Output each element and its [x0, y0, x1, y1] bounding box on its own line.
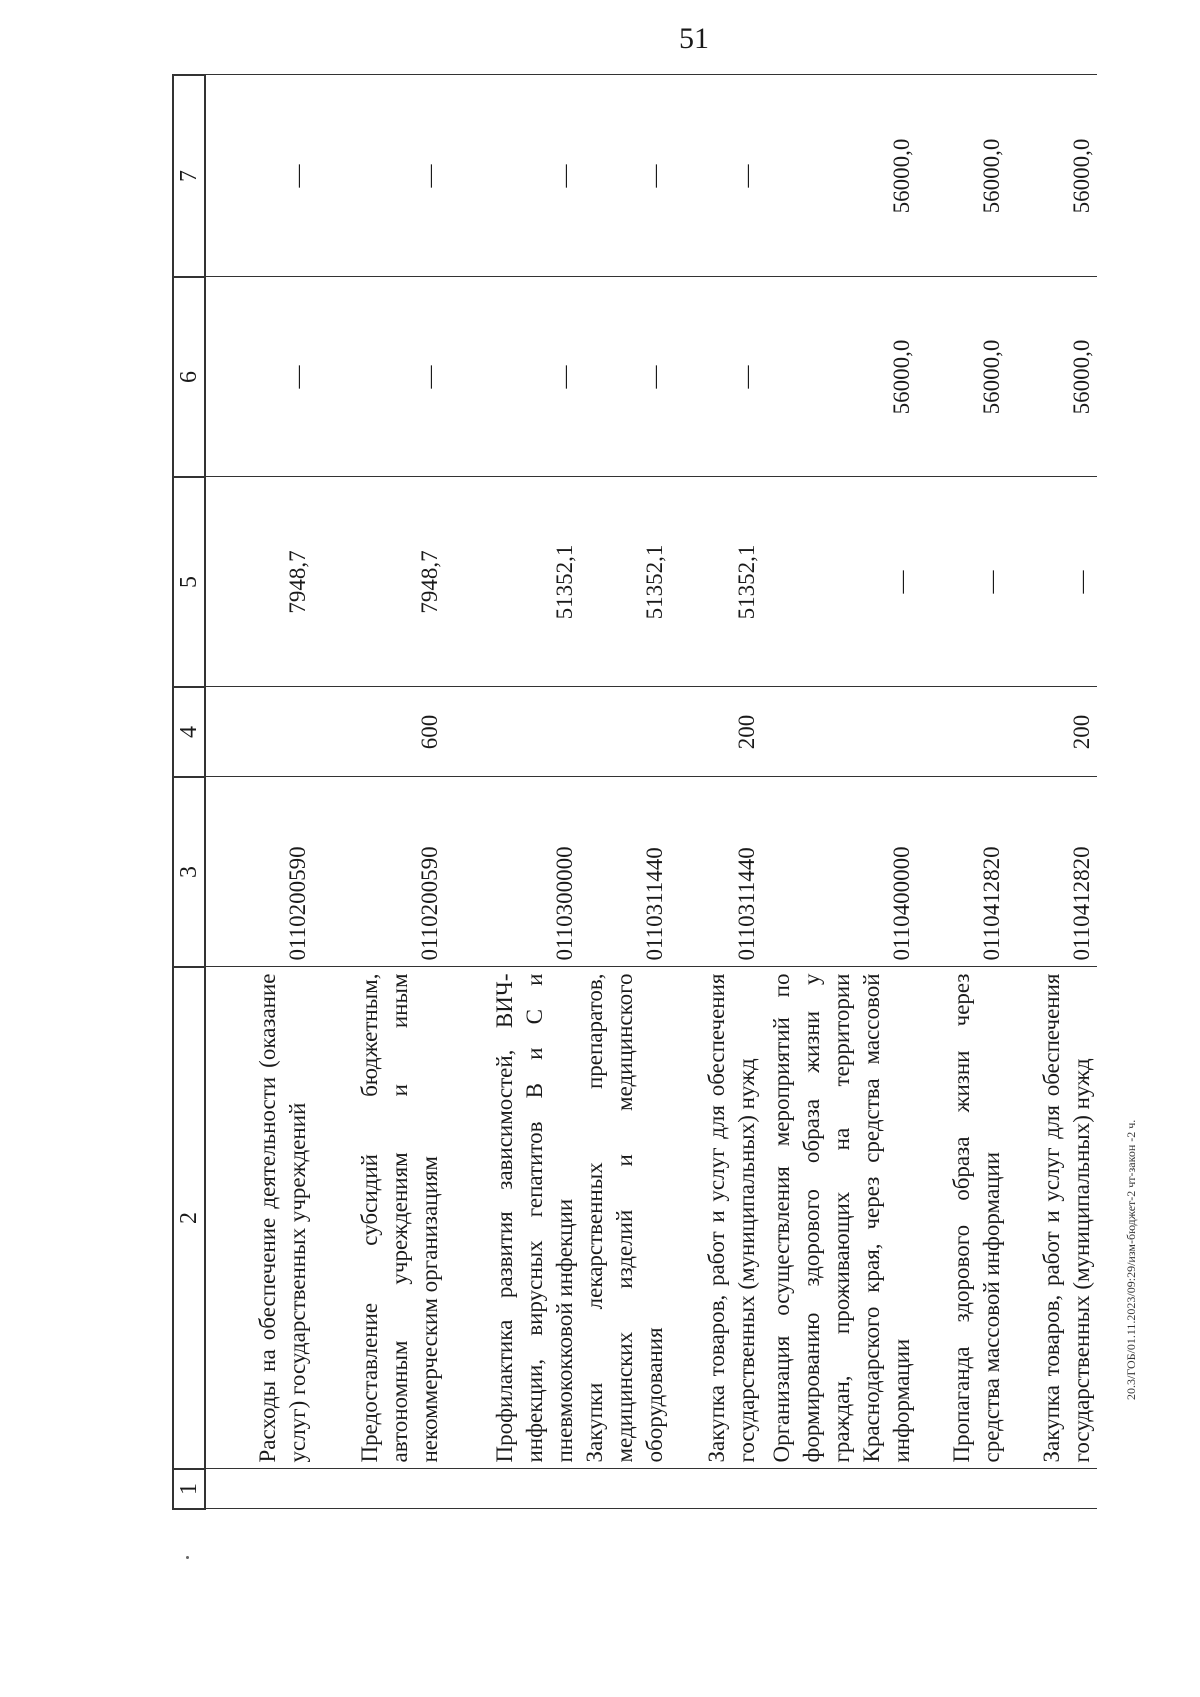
- cell-amount-5: 7948,7: [313, 477, 445, 687]
- header-col-6: 6: [173, 277, 205, 477]
- table-row: [670, 75, 762, 1509]
- table-row: [445, 75, 580, 1509]
- scan-mark: [186, 1556, 189, 1559]
- header-col-7: 7: [173, 75, 205, 277]
- cell-amount-6: 56000,0: [1007, 277, 1097, 477]
- footer-text: 20.3/ГОБ/01.11.2023/09:29/изм-бюджет-2 чт-закон -2 ч.: [1124, 1119, 1138, 1400]
- table-row: [1007, 75, 1097, 1509]
- cell-code: 0110311440: [580, 777, 670, 967]
- cell-kvr: [205, 687, 313, 777]
- cell-amount-6: 56000,0: [917, 277, 1007, 477]
- table-row: [580, 75, 670, 1509]
- cell-amount-5: —: [1007, 477, 1097, 687]
- cell-code: 0110300000: [445, 777, 580, 967]
- cell-amount-5: —: [917, 477, 1007, 687]
- cell-amount-7: —: [445, 75, 580, 277]
- cell-col1: [917, 1469, 1007, 1509]
- cell-name: Закупки лекарственных препаратов, медицинских изделий и медицинского оборудования: [580, 967, 670, 1469]
- cell-kvr: [580, 687, 670, 777]
- cell-amount-6: —: [313, 277, 445, 477]
- cell-amount-6: —: [445, 277, 580, 477]
- cell-code: 0110412820: [917, 777, 1007, 967]
- cell-kvr: [762, 687, 917, 777]
- cell-amount-5: —: [762, 477, 917, 687]
- header-col-1: 1: [173, 1469, 205, 1509]
- cell-amount-7: —: [313, 75, 445, 277]
- cell-name: Закупка товаров, работ и услуг для обеспечения государственных (муниципальных) нужд: [1007, 967, 1097, 1469]
- cell-kvr: 600: [313, 687, 445, 777]
- cell-code: 0110200590: [313, 777, 445, 967]
- cell-col1: [1007, 1469, 1097, 1509]
- cell-amount-6: 56000,0: [762, 277, 917, 477]
- cell-amount-7: 56000,0: [917, 75, 1007, 277]
- footer-stamp: [1124, 70, 1164, 1570]
- cell-name: Расходы на обеспечение деятельности (оказание услуг) государственных учреждений: [205, 967, 313, 1469]
- cell-col1: [313, 1469, 445, 1509]
- cell-code: 0110311440: [670, 777, 762, 967]
- table-row: [205, 75, 313, 1509]
- cell-kvr: [917, 687, 1007, 777]
- cell-col1: [205, 1469, 313, 1509]
- budget-table-wrapper: [172, 76, 1173, 1510]
- cell-code: 0110200590: [205, 777, 313, 967]
- cell-amount-6: —: [670, 277, 762, 477]
- cell-amount-6: —: [580, 277, 670, 477]
- cell-amount-5: 51352,1: [670, 477, 762, 687]
- cell-amount-5: 51352,1: [580, 477, 670, 687]
- cell-name: Пропаганда здорового образа жизни через средства массовой информации: [917, 967, 1007, 1469]
- cell-amount-5: 51352,1: [445, 477, 580, 687]
- table-row: [917, 75, 1007, 1509]
- cell-col1: [670, 1469, 762, 1509]
- cell-amount-7: —: [580, 75, 670, 277]
- cell-col1: [580, 1469, 670, 1509]
- cell-code: 0110400000: [762, 777, 917, 967]
- table-row: [762, 75, 917, 1509]
- cell-amount-6: —: [205, 277, 313, 477]
- page-number: 51: [679, 22, 709, 55]
- budget-table: [172, 74, 1097, 1510]
- cell-code: 0110412820: [1007, 777, 1097, 967]
- cell-col1: [445, 1469, 580, 1509]
- table-row: [313, 75, 445, 1509]
- cell-amount-7: —: [670, 75, 762, 277]
- cell-kvr: 200: [670, 687, 762, 777]
- cell-name: Закупка товаров, работ и услуг для обеспечения государственных (муниципальных) нужд: [670, 967, 762, 1469]
- cell-col1: [762, 1469, 917, 1509]
- cell-name: Предоставление субсидий бюджетным, автономным учреждениям и иным некоммерческим организациям: [313, 967, 445, 1469]
- header-col-2: 2: [173, 967, 205, 1469]
- cell-name: Организация осуществления мероприятий по формированию здорового образа жизни у граждан, проживающих на территории Краснодарского края, через средства массовой информации: [762, 967, 917, 1469]
- header-col-5: 5: [173, 477, 205, 687]
- cell-kvr: [445, 687, 580, 777]
- header-col-4: 4: [173, 687, 205, 777]
- cell-amount-7: 56000,0: [1007, 75, 1097, 277]
- cell-name: Профилактика развития зависимостей, ВИЧ-инфекции, вирусных гепатитов В и С и пневмококковой инфекции: [445, 967, 580, 1469]
- header-col-3: 3: [173, 777, 205, 967]
- cell-amount-5: 7948,7: [205, 477, 313, 687]
- cell-kvr: 200: [1007, 687, 1097, 777]
- header-row: [173, 75, 205, 1509]
- cell-amount-7: 56000,0: [762, 75, 917, 277]
- cell-amount-7: —: [205, 75, 313, 277]
